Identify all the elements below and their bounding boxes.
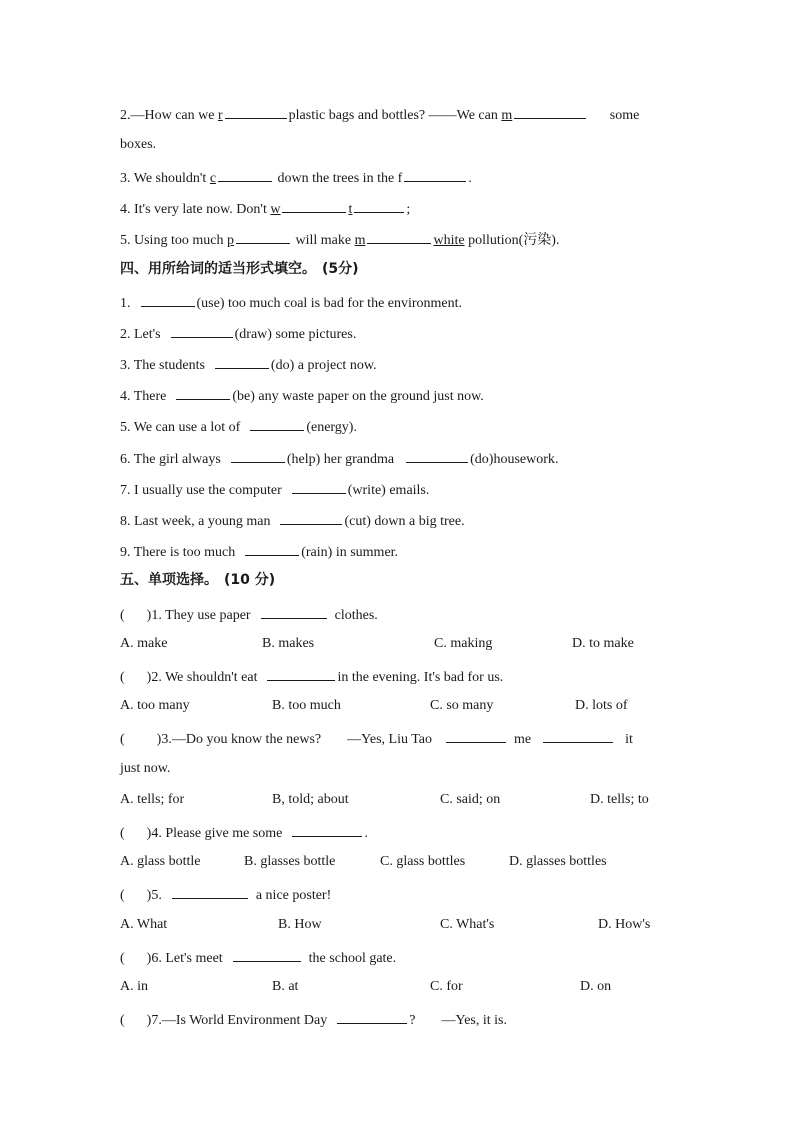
blank[interactable]	[337, 1009, 407, 1024]
s4-item-2: 2. Let's (draw) some pictures.	[120, 323, 680, 344]
blank[interactable]	[176, 385, 230, 400]
s5-q6-options	[120, 978, 680, 996]
blank[interactable]	[404, 167, 466, 182]
s4-item-8: 8. Last week, a young man (cut) down a big tree.	[120, 510, 680, 531]
blank[interactable]	[267, 666, 335, 681]
blank[interactable]	[250, 416, 304, 431]
option-d[interactable]: D. lots of	[575, 698, 628, 713]
option-a[interactable]: A. tells; for	[120, 792, 185, 807]
blank[interactable]	[446, 728, 506, 743]
option-a[interactable]: A. too many	[120, 698, 190, 713]
s5-q1-options	[120, 635, 680, 653]
blank[interactable]	[543, 728, 613, 743]
option-a[interactable]: A. What	[120, 917, 168, 932]
blank[interactable]	[514, 104, 586, 119]
blank[interactable]	[225, 104, 287, 119]
s3-question-5: 5. Using too much p will make m white pollution(污染).	[120, 229, 680, 250]
blank[interactable]	[215, 354, 269, 369]
s5-question-3-cont: just now.	[120, 761, 171, 776]
s4-item-9: 9. There is too much (rain) in summer.	[120, 541, 680, 562]
s5-question-6: ( )6. Let's meet the school gate.	[120, 947, 680, 968]
blank[interactable]	[236, 229, 290, 244]
blank[interactable]	[282, 198, 346, 213]
option-d[interactable]: D. tells; to	[590, 792, 649, 807]
blank[interactable]	[233, 947, 301, 962]
s5-question-1: ( )1. They use paper clothes.	[120, 604, 680, 625]
s4-item-4: 4. There (be) any waste paper on the ground just now.	[120, 385, 680, 406]
option-c[interactable]: C. glass bottles	[380, 854, 466, 869]
option-a[interactable]: A. glass bottle	[120, 854, 201, 869]
option-a[interactable]: A. in	[120, 979, 148, 994]
blank[interactable]	[172, 884, 248, 899]
option-b[interactable]: B. glasses bottle	[244, 854, 336, 869]
s3-question-2-cont: boxes.	[120, 137, 157, 152]
option-c[interactable]: C. What's	[440, 917, 495, 932]
s4-item-3: 3. The students (do) a project now.	[120, 354, 680, 375]
blank[interactable]	[292, 822, 362, 837]
s3-question-2: 2.—How can we r plastic bags and bottles? ——We can m some	[120, 104, 680, 125]
s5-q3-options	[120, 791, 680, 809]
s4-item-5: 5. We can use a lot of (energy).	[120, 416, 680, 437]
blank[interactable]	[280, 510, 342, 525]
option-a[interactable]: A. make	[120, 636, 168, 651]
s4-item-6: 6. The girl always (help) her grandma (do)housework.	[120, 448, 680, 469]
s5-question-3: ( )3.—Do you know the news? —Yes, Liu Tao me it	[120, 728, 680, 749]
option-d[interactable]: D. on	[580, 979, 612, 994]
option-d[interactable]: D. to make	[572, 636, 634, 651]
s5-q4-options	[120, 853, 680, 871]
s4-item-1: 1. (use) too much coal is bad for the environment.	[120, 292, 680, 313]
blank[interactable]	[171, 323, 233, 338]
blank[interactable]	[245, 541, 299, 556]
option-b[interactable]: B. at	[272, 979, 299, 994]
blank[interactable]	[261, 604, 327, 619]
option-b[interactable]: B, told; about	[272, 792, 349, 807]
blank[interactable]	[354, 198, 404, 213]
blank[interactable]	[218, 167, 272, 182]
s5-question-5: ( )5. a nice poster!	[120, 884, 680, 905]
s5-question-7: ( )7.—Is World Environment Day ? —Yes, it is.	[120, 1009, 680, 1030]
blank[interactable]	[367, 229, 431, 244]
option-b[interactable]: B. How	[278, 917, 322, 932]
section-5-title: 五、单项选择。 (10 分)	[120, 572, 276, 588]
option-c[interactable]: C. making	[434, 636, 493, 651]
blank[interactable]	[292, 479, 346, 494]
option-c[interactable]: C. for	[430, 979, 463, 994]
s5-question-4: ( )4. Please give me some .	[120, 822, 680, 843]
option-c[interactable]: C. said; on	[440, 792, 501, 807]
option-b[interactable]: B. too much	[272, 698, 341, 713]
option-c[interactable]: C. so many	[430, 698, 494, 713]
option-b[interactable]: B. makes	[262, 636, 315, 651]
option-d[interactable]: D. How's	[598, 917, 651, 932]
s3-question-4: 4. It's very late now. Don't w t ;	[120, 198, 680, 219]
option-d[interactable]: D. glasses bottles	[509, 854, 607, 869]
blank[interactable]	[406, 448, 468, 463]
s5-q2-options	[120, 697, 680, 715]
s4-item-7: 7. I usually use the computer (write) emails.	[120, 479, 680, 500]
s5-q5-options	[120, 916, 680, 934]
section-4-title: 四、用所给词的适当形式填空。 (5分)	[120, 261, 359, 277]
s3-question-3: 3. We shouldn't c down the trees in the f .	[120, 167, 680, 188]
blank[interactable]	[231, 448, 285, 463]
blank[interactable]	[141, 292, 195, 307]
s5-question-2: ( )2. We shouldn't eat in the evening. It's bad for us.	[120, 666, 680, 687]
